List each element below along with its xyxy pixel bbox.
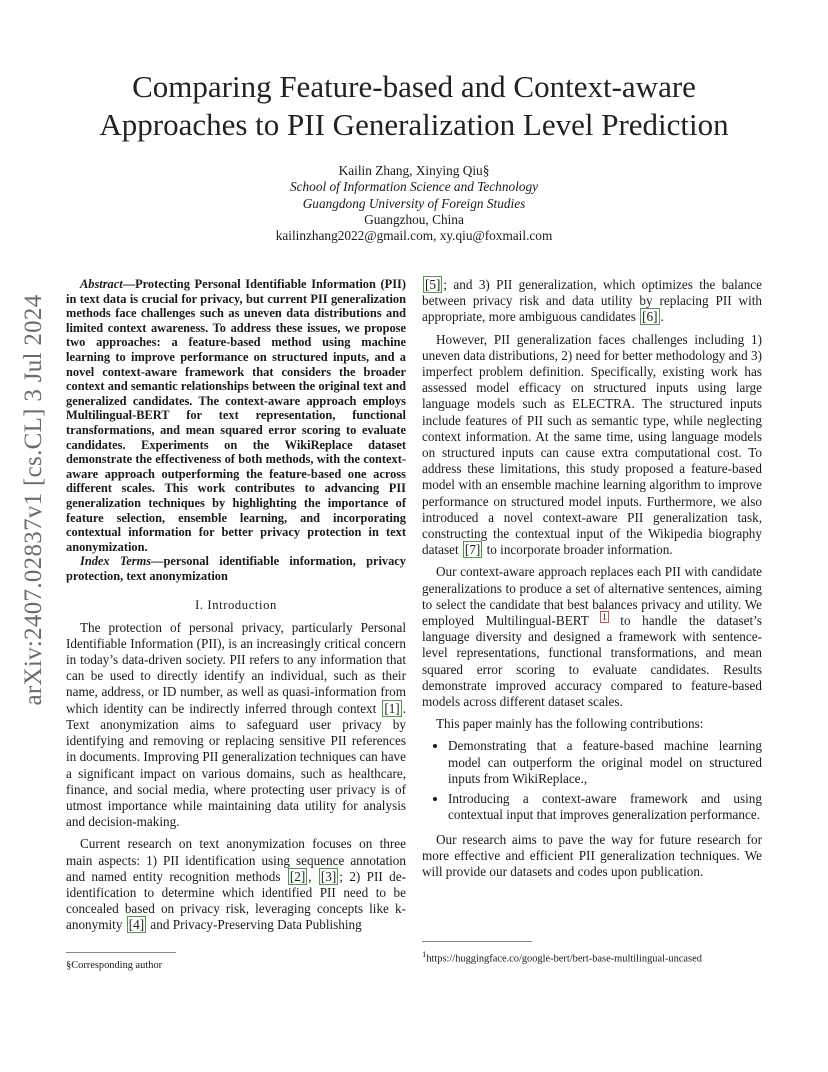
intro-paragraph-1 <box>66 620 406 831</box>
affiliation-university: Guangdong University of Foreign Studies <box>302 195 526 211</box>
right-p2-text-a: However, PII generalization faces challenges including 1) uneven data distributions, 2) need for better methodology and 3) imperfect problem definition. Specifically, existing work has assessed model efficacy on structured inputs using large language models such as ELECTRA. The structured inputs include features of PII such as semantic type, while neglecting context information. At the same time, using language models on structured inputs can cause extra computational cost. To address these limitations, this study proposed a feature-based model with an ensemble machine learning algorithm to improve performance on structured model inputs. Furthermore, we also introduced a novel context-aware PII generalization task, constructing the contextual input of the Wikipedia biography dataset <box>422 331 762 558</box>
paper-title <box>60 68 768 144</box>
title-line-1: Comparing Feature-based and Context-aware <box>132 69 696 104</box>
right-p3-text-b: to handle the dataset’s language diversity and designed a framework with sentence-level representations, functional transformations, and mean squared error scoring to evaluate candidates. Results demonstrate improved accuracy compared to feature-based models across different dataset scales. <box>422 613 762 710</box>
abstract-text: —Protecting Personal Identifiable Information (PII) in text data is crucial for privacy, but current PII generalization methods face challenges such as uneven data distributions and limited context awareness. To address these issues, we propose two approaches: a feature-based method using machine learning to improve performance on structured inputs, and a novel context-aware framework that considers the broader context and semantic relationships between the original text and generalized candidates. The context-aware approach employs Multilingual-BERT for text representation, functional transformations, and mean squared error scoring to evaluate candidates. Experiments on the WikiReplace dataset demonstrate the effectiveness of both methods, with the context-aware approach outperforming the feature-based one across different scales. This work contributes to advancing PII generalization techniques by highlighting the importance of feature selection, ensemble learning, and incorporating contextual information for better privacy protection in text anonymization. <box>66 277 406 554</box>
intro-p1-text-a: The protection of personal privacy, particularly Personal Identifiable Information (PII), is an increasingly critical concern in today’s data-driven society. PII refers to any information that can be used to directly identify an individual, such as their name, address, or ID number, as well as quasi-information from which identity can be indirectly inferred through context <box>66 619 406 716</box>
footnote-link[interactable]: 1 <box>602 611 607 622</box>
index-terms-label: Index Terms <box>80 554 152 569</box>
list-item: • Demonstrating that a feature-based machine learning model can outperform the original model on structured inputs from WikiReplace., <box>448 738 762 787</box>
intro-p2-text-a: Current research on text anonymization focuses on three main aspects: 1) PII identification using sequence annotation and named entity recognition methods <box>66 836 406 884</box>
intro-p2-sep: , <box>308 868 318 884</box>
right-p3-text-a: Our context-aware approach replaces each PII with candidate generalizations to produce a set of alternative sentences, aiming to select the candidate that best balances privacy and utility. We employed Multilingual-BERT <box>422 564 762 629</box>
right-p2-text-b: to incorporate broader information. <box>483 542 673 558</box>
citation-link[interactable]: [3] <box>320 868 337 884</box>
citation-link[interactable]: [1] <box>384 700 400 716</box>
intro-p2-text-c: and Privacy-Preserving Data Publishing <box>147 917 362 933</box>
list-item: • Introducing a context-aware framework and using contextual input that improves generalization performance. <box>448 791 762 823</box>
right-paragraph-2 <box>422 332 762 559</box>
index-terms-text: —personal identifiable information, privacy protection, text anonymization <box>66 554 406 583</box>
author-names: Kailin Zhang, Xinying Qiu§ <box>338 163 490 178</box>
section-heading-introduction: I. Introduction <box>195 598 277 613</box>
intro-p2-text-b: ; 2) PII de-identification to determine which identified PII need to be concealed based on privacy risk, leveraging concepts like k-anonymity <box>66 868 406 933</box>
citation-link[interactable]: [6] <box>642 309 658 325</box>
footnote-url <box>422 948 762 966</box>
arxiv-identifier: arXiv:2407.02837v1 [cs.CL] 3 Jul 2024 <box>20 294 47 706</box>
contributions-list <box>422 738 762 823</box>
footnote-mark: 1 <box>422 949 427 959</box>
author-emails: kailinzhang2022@gmail.com, xy.qiu@foxmail.com <box>275 228 553 244</box>
right-p1-text-b: . <box>660 309 664 325</box>
right-p1-text-a: ; and 3) PII generalization, which optimizes the balance between privacy risk and data utility by replacing PII with appropriate, more ambiguous candidates <box>422 277 762 325</box>
abstract-label: Abstract <box>80 277 123 291</box>
footnote-rule-left <box>66 952 176 953</box>
citation-link[interactable]: [7] <box>464 542 481 558</box>
index-terms <box>66 554 406 583</box>
right-column <box>422 277 762 886</box>
right-paragraph-5: Our research aims to pave the way for future research for more effective and efficient PII generalization techniques. We will provide our datasets and codes upon publication. <box>422 831 762 879</box>
citation-link[interactable]: [4] <box>128 917 145 933</box>
intro-paragraph-2 <box>66 836 406 933</box>
right-paragraph-4: This paper mainly has the following contributions: <box>436 716 704 732</box>
author-block <box>160 163 668 244</box>
intro-p1-text-b: . Text anonymization aims to safeguard user privacy by identifying and removing or replacing sensitive PII references in documents. Improving PII generalization techniques can have a significant impact on various domains, such as healthcare, finance, and social media, where protecting user privacy is of utmost importance while maintaining data utility for analysis and decision-making. <box>66 700 406 830</box>
affiliation-school: School of Information Science and Technology <box>289 179 539 195</box>
citation-link[interactable]: [5] <box>425 277 441 292</box>
abstract <box>66 277 406 554</box>
footnote-url-text[interactable]: https://huggingface.co/google-bert/bert-base-multilingual-uncased <box>426 953 702 965</box>
footnote-rule-right <box>422 941 532 942</box>
left-column <box>66 277 406 940</box>
affiliation-city: Guangzhou, China <box>364 211 464 227</box>
footnote-corresponding-author: §Corresponding author <box>66 960 163 971</box>
right-paragraph-1 <box>422 277 762 326</box>
arxiv-sidebar-stamp <box>14 294 54 706</box>
right-paragraph-3 <box>422 564 762 710</box>
citation-link[interactable]: [2] <box>289 868 306 884</box>
title-line-2: Approaches to PII Generalization Level Prediction <box>99 107 729 142</box>
